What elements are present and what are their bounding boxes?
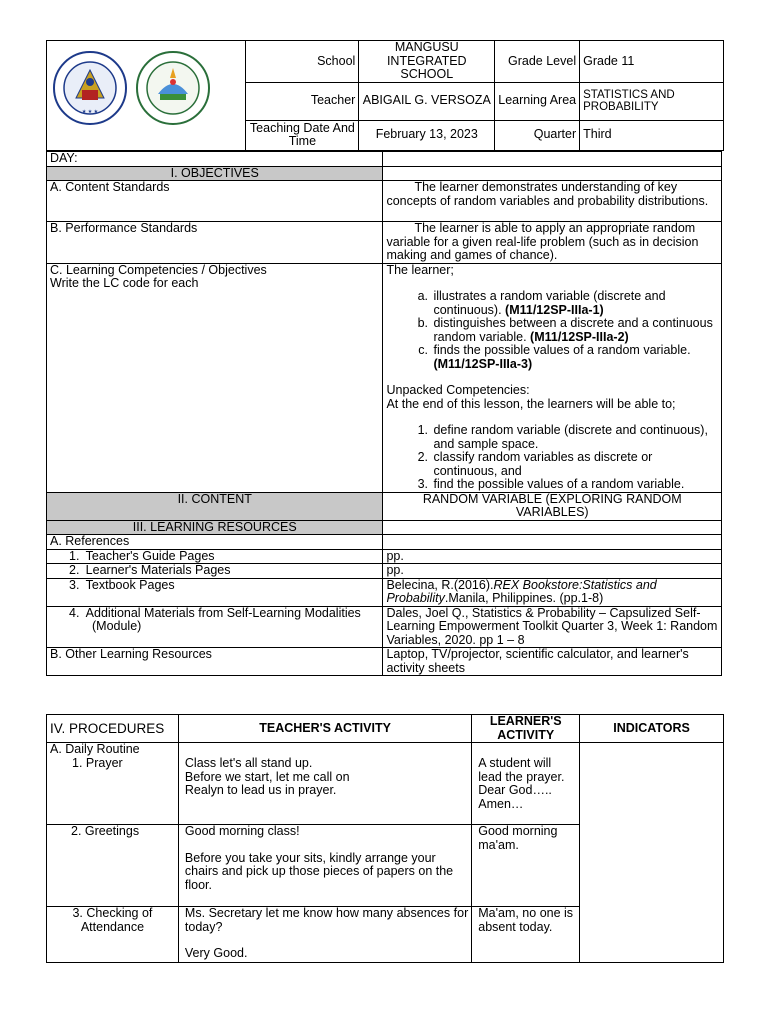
greetings-label: 2. Greetings: [47, 825, 179, 907]
content-standards-text: The learner demonstrates understanding of key concepts of random variables and probability distributions.: [386, 180, 709, 208]
references-label: A. References: [47, 535, 383, 550]
area-value: STATISTICS AND PROBABILITY: [580, 82, 724, 120]
unpacked-heading: Unpacked Competencies:: [386, 383, 530, 397]
teacher-label: Teacher: [246, 82, 359, 120]
attendance-label: 3. Checking of Attendance: [47, 907, 179, 963]
list-item: b. distinguishes between a discrete and a continuous random variable. (M11/12SP-IIIa-2): [431, 317, 718, 344]
performance-standards-label: B. Performance Standards: [47, 222, 383, 264]
ref1-label: 1. Teacher's Guide Pages: [47, 549, 383, 564]
prayer-teacher: Class let's all stand up. Before we start, let me call on Realyn to lead us in prayer.: [178, 743, 471, 825]
prayer-learner: A student will lead the prayer. Dear God….. Amen…: [472, 743, 580, 825]
quarter-label: Quarter: [495, 120, 580, 150]
list-item: 2. classify random variables as discrete or continuous, and: [431, 451, 718, 478]
attend-teacher-1: Ms. Secretary let me know how many absences for today?: [184, 906, 469, 934]
learner-activity-heading: LEARNER'S ACTIVITY: [472, 715, 580, 743]
list-item: c. finds the possible values of a random variable. (M11/12SP-IIIa-3): [431, 344, 718, 371]
competencies-sublabel: Write the LC code for each: [50, 276, 199, 290]
greet-teacher-2: Before you take your sits, kindly arrange your chairs and pick up those pieces of papers on the floor.: [184, 850, 454, 892]
ref4-value: Dales, Joel Q., Statistics & Probability – Capsulized Self-Learning Empowerment Toolkit Quarter 3, Week 1: Random Variables, 2020. pp 1 – 8: [383, 606, 722, 648]
attend-learner: Ma'am, no one is absent today.: [472, 907, 580, 963]
area-label: Learning Area: [495, 82, 580, 120]
daily-routine-label: A. Daily Routine: [50, 742, 140, 756]
unpacked-intro: At the end of this lesson, the learners will be able to;: [386, 396, 676, 411]
objectives-heading: I. OBJECTIVES: [47, 166, 383, 181]
date-value: February 13, 2023: [359, 120, 495, 150]
school-value: MANGUSU INTEGRATED SCHOOL: [359, 41, 495, 83]
grade-value: Grade 11: [580, 41, 724, 83]
day-label: DAY:: [47, 152, 383, 167]
indicators-heading: INDICATORS: [580, 715, 724, 743]
greet-teacher-1: Good morning class!: [184, 824, 300, 838]
competencies-intro: The learner;: [386, 262, 454, 277]
ref2-value: pp.: [383, 564, 722, 579]
content-standards-label: A. Content Standards: [47, 181, 383, 222]
deped-seal-logo: [52, 50, 128, 126]
school-seal-logo: [134, 50, 212, 126]
list-item: a. illustrates a random variable (discrete and continuous). (M11/12SP-IIIa-1): [431, 290, 718, 317]
ref3-value: Belecina, R.(2016).REX Bookstore:Statistics and Probability.Manila, Philippines. (pp.1-8): [383, 578, 722, 606]
procedures-heading: IV. PROCEDURES: [47, 715, 179, 743]
teacher-activity-heading: TEACHER'S ACTIVITY: [178, 715, 471, 743]
content-heading: II. CONTENT: [47, 492, 383, 520]
greet-learner: Good morning ma'am.: [472, 825, 580, 907]
performance-standards-text: The learner is able to apply an appropriate random variable for a given real-life problem (such as in decision making and games of chance).: [386, 221, 699, 262]
ref2-label: 2. Learner's Materials Pages: [47, 564, 383, 579]
prayer-label: 1. Prayer: [72, 755, 123, 770]
competencies-list: [386, 290, 718, 371]
unpacked-list: [386, 424, 718, 492]
content-value: RANDOM VARIABLE (EXPLORING RANDOM VARIABLES): [383, 492, 722, 520]
attend-teacher-2: Very Good.: [184, 946, 248, 960]
svg-text:★ ★ ★: ★ ★ ★: [81, 109, 99, 115]
lesson-plan-table: [46, 151, 722, 676]
grade-label: Grade Level: [495, 41, 580, 83]
other-resources-label: B. Other Learning Resources: [47, 648, 383, 676]
date-label: Teaching Date And Time: [246, 120, 359, 150]
quarter-value: Third: [580, 120, 724, 150]
procedures-table: [46, 714, 724, 963]
school-label: School: [246, 41, 359, 83]
list-item: 3. find the possible values of a random variable.: [431, 478, 718, 492]
ref1-value: pp.: [383, 549, 722, 564]
competencies-label: C. Learning Competencies / Objectives: [50, 262, 267, 277]
ref3-label: 3. Textbook Pages: [47, 578, 383, 606]
teacher-value: ABIGAIL G. VERSOZA: [359, 82, 495, 120]
resources-heading: III. LEARNING RESOURCES: [47, 520, 383, 535]
ref4-label: 4. Additional Materials from Self-Learning Modalities (Module): [47, 606, 383, 648]
other-resources-value: Laptop, TV/projector, scientific calculator, and learner's activity sheets: [383, 648, 722, 676]
list-item: 1. define random variable (discrete and continuous), and sample space.: [431, 424, 718, 451]
